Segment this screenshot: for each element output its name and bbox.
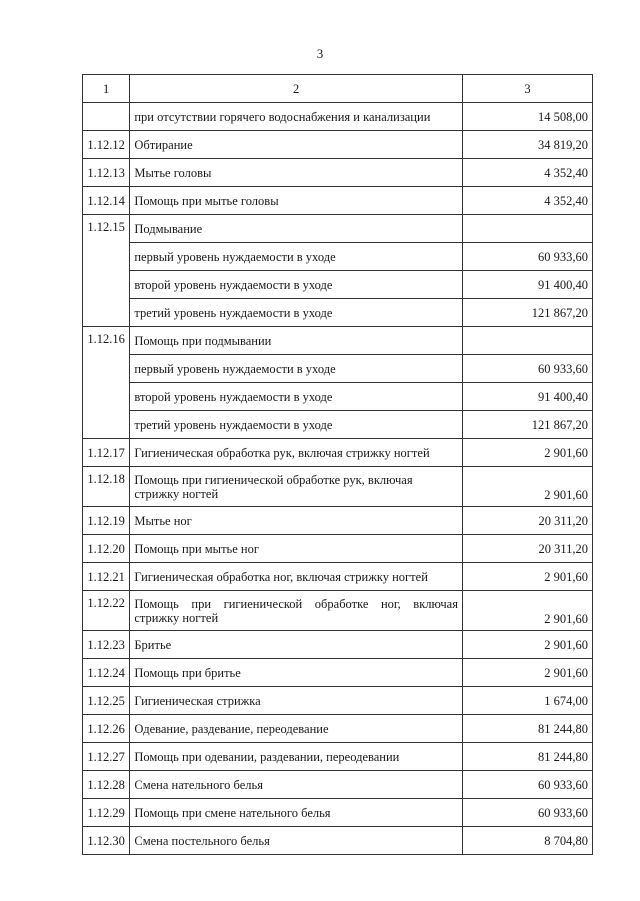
row-number: 1.12.15 [83,215,130,327]
row-name: первый уровень нуждаемости в уходе [130,355,463,383]
table-row [83,631,593,659]
row-number: 1.12.22 [83,591,130,631]
table-row [83,131,593,159]
header-col-1: 1 [83,75,130,103]
row-number: 1.12.30 [83,827,130,855]
row-number: 1.12.27 [83,743,130,771]
row-name: Одевание, раздевание, переодевание [130,715,463,743]
tariff-table [82,74,593,855]
row-number: 1.12.12 [83,131,130,159]
table-row [83,715,593,743]
row-name: Помощь при смене нательного белья [130,799,463,827]
row-name: Смена постельного белья [130,827,463,855]
row-name: третий уровень нуждаемости в уходе [130,299,463,327]
header-col-2: 2 [130,75,463,103]
table-row [83,591,593,631]
header-col-3: 3 [462,75,592,103]
row-value: 60 933,60 [462,799,592,827]
row-name: при отсутствии горячего водоснабжения и канализации [130,103,463,131]
row-value: 20 311,20 [462,535,592,563]
row-value: 81 244,80 [462,743,592,771]
table-row [83,771,593,799]
row-name: Обтирание [130,131,463,159]
row-number: 1.12.20 [83,535,130,563]
row-value: 4 352,40 [462,159,592,187]
table-row [83,799,593,827]
row-value: 60 933,60 [462,243,592,271]
table-row [83,507,593,535]
table-row [83,411,593,439]
table-row [83,439,593,467]
row-number: 1.12.29 [83,799,130,827]
table-row [83,535,593,563]
row-name: Помощь при подмывании [130,327,463,355]
table-row [83,271,593,299]
row-number: 1.12.28 [83,771,130,799]
row-value: 2 901,60 [462,563,592,591]
table-row [83,327,593,355]
page-number: 3 [316,46,324,61]
row-name: Гигиеническая стрижка [130,687,463,715]
row-value: 2 901,60 [462,591,592,631]
row-value: 81 244,80 [462,715,592,743]
row-value: 91 400,40 [462,271,592,299]
row-value: 8 704,80 [462,827,592,855]
row-name: Мытье головы [130,159,463,187]
row-name: Гигиеническая обработка ног, включая стрижку ногтей [130,563,463,591]
row-number: 1.12.24 [83,659,130,687]
table-row [83,383,593,411]
row-name: второй уровень нуждаемости в уходе [130,271,463,299]
row-number [83,103,130,131]
row-value: 14 508,00 [462,103,592,131]
row-value [462,327,592,355]
row-name: Бритье [130,631,463,659]
table-row [83,243,593,271]
row-name: Помощь при гигиенической обработке ног, включая стрижку ногтей [130,591,463,631]
table-row [83,563,593,591]
row-number: 1.12.21 [83,563,130,591]
row-name: первый уровень нуждаемости в уходе [130,243,463,271]
table-row [83,215,593,243]
table-row [83,743,593,771]
row-number: 1.12.23 [83,631,130,659]
row-number: 1.12.25 [83,687,130,715]
row-number: 1.12.13 [83,159,130,187]
row-value: 60 933,60 [462,771,592,799]
row-number: 1.12.18 [83,467,130,507]
row-value: 20 311,20 [462,507,592,535]
table-row [83,187,593,215]
row-value: 2 901,60 [462,439,592,467]
row-value: 121 867,20 [462,411,592,439]
row-value: 2 901,60 [462,631,592,659]
row-value: 4 352,40 [462,187,592,215]
row-number: 1.12.14 [83,187,130,215]
row-number: 1.12.19 [83,507,130,535]
table-header-row [83,75,593,103]
row-value [462,215,592,243]
row-name: Гигиеническая обработка рук, включая стрижку ногтей [130,439,463,467]
row-name: Помощь при гигиенической обработке рук, включая стрижку ногтей [130,467,463,507]
row-value: 2 901,60 [462,659,592,687]
row-number: 1.12.17 [83,439,130,467]
row-value: 34 819,20 [462,131,592,159]
row-value: 60 933,60 [462,355,592,383]
row-name: Помощь при бритье [130,659,463,687]
row-name: Помощь при мытье ног [130,535,463,563]
row-name: второй уровень нуждаемости в уходе [130,383,463,411]
row-value: 2 901,60 [462,467,592,507]
table-row [83,299,593,327]
row-name: Помощь при мытье головы [130,187,463,215]
table-row [83,827,593,855]
row-value: 121 867,20 [462,299,592,327]
row-name: Подмывание [130,215,463,243]
table-row [83,103,593,131]
row-number: 1.12.16 [83,327,130,439]
row-name: Помощь при одевании, раздевании, переодевании [130,743,463,771]
table-row [83,159,593,187]
row-name: Мытье ног [130,507,463,535]
table-row [83,355,593,383]
row-number: 1.12.26 [83,715,130,743]
row-value: 1 674,00 [462,687,592,715]
row-value: 91 400,40 [462,383,592,411]
row-name: Смена нательного белья [130,771,463,799]
row-name: третий уровень нуждаемости в уходе [130,411,463,439]
table-row [83,467,593,507]
table-row [83,659,593,687]
table-row [83,687,593,715]
